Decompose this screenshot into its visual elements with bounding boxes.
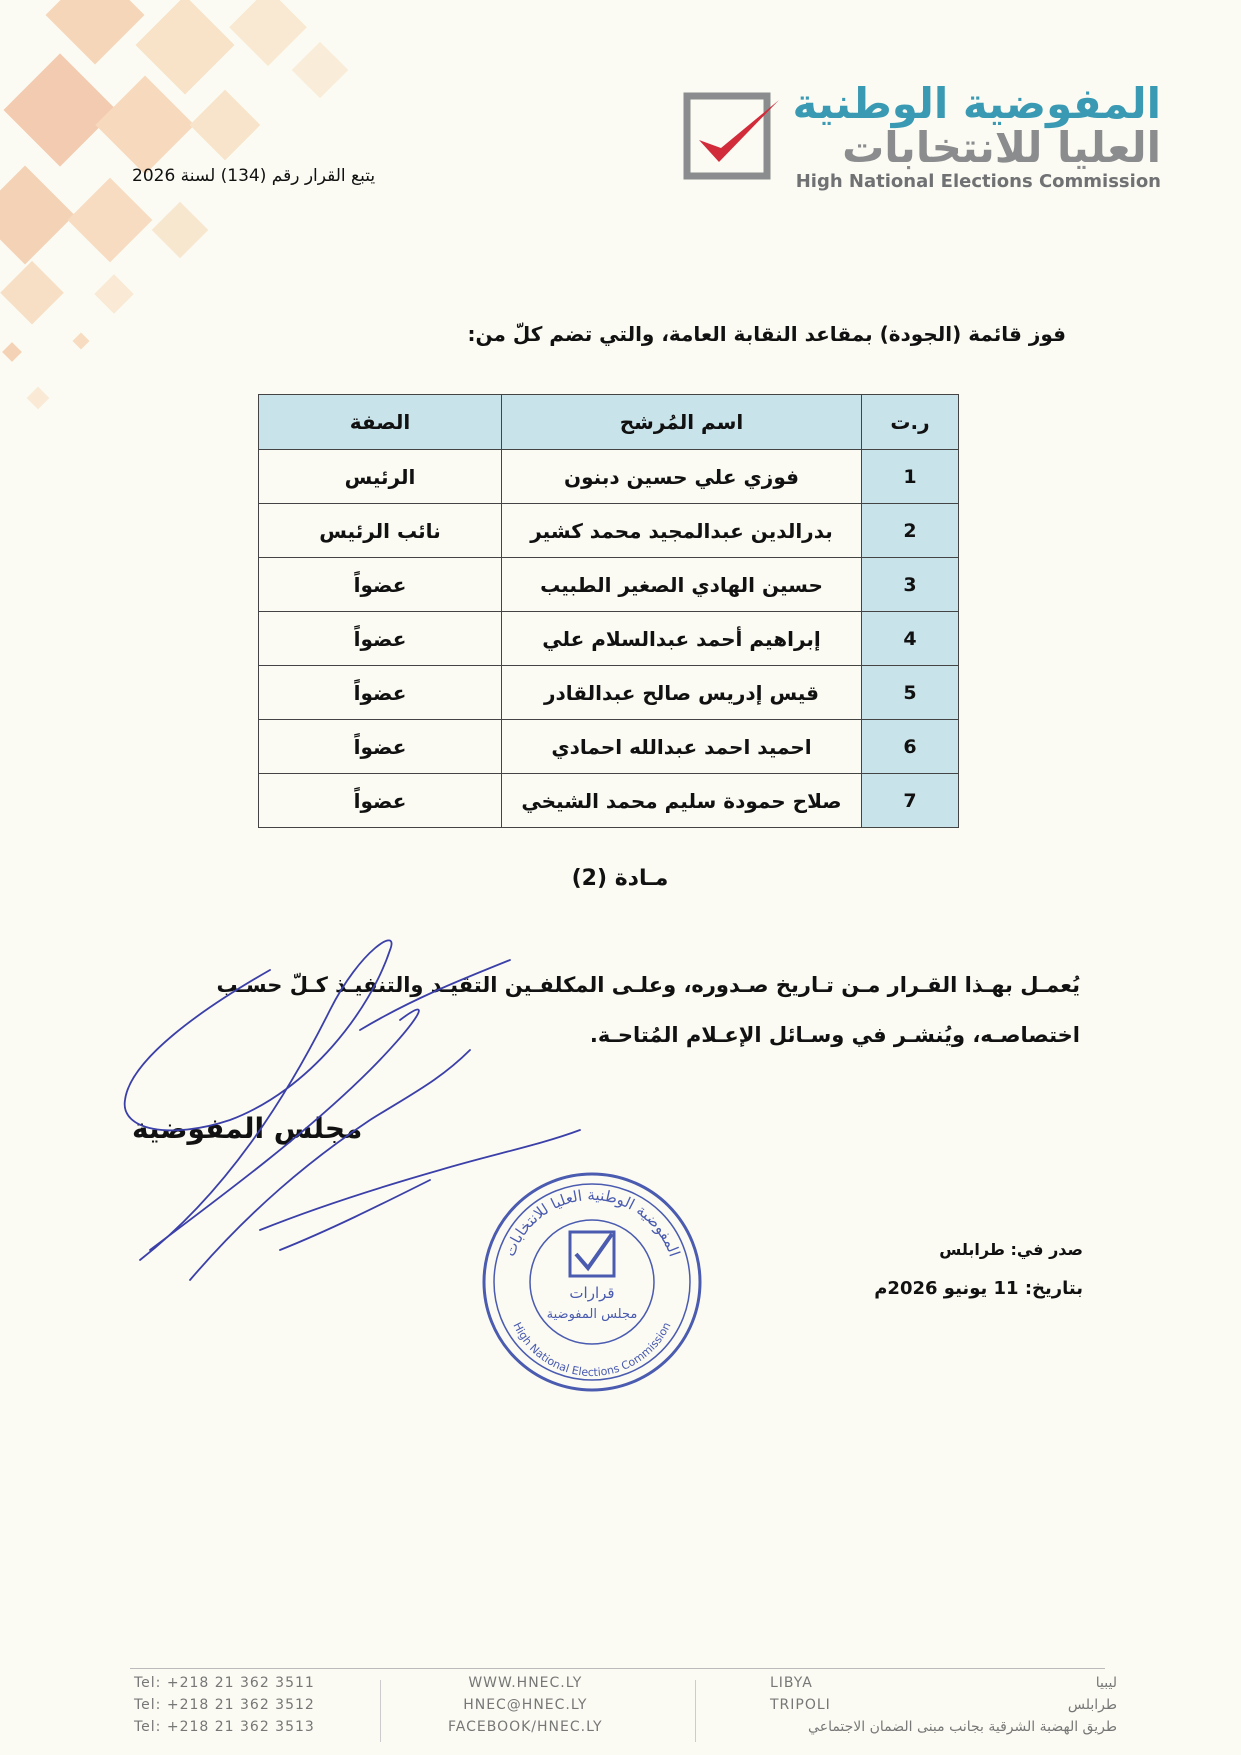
decision-reference: يتبع القرار رقم (134) لسنة 2026 xyxy=(132,166,376,186)
svg-text:High National Elections Commis xyxy=(510,1320,673,1379)
row-number: 4 xyxy=(862,612,959,666)
intro-heading: فوز قائمة (الجودة) بمقاعد النقابة العامة، والتي تضم كلّ من: xyxy=(467,322,1066,346)
row-number: 6 xyxy=(862,720,959,774)
council-signature-label: مجلس المفوضية xyxy=(132,1112,363,1145)
candidate-role: الرئيس xyxy=(259,450,502,504)
candidate-role: عضواً xyxy=(259,666,502,720)
table-row xyxy=(259,504,959,558)
header-role: الصفة xyxy=(259,395,502,450)
footer-email-link[interactable]: HNEC@HNEC.LY xyxy=(463,1697,588,1713)
seal-arabic-ring-text: المفوضية الوطنية العليا للانتخابات xyxy=(500,1185,684,1259)
candidate-role: عضواً xyxy=(259,774,502,828)
row-number: 5 xyxy=(862,666,959,720)
table-row xyxy=(259,774,959,828)
row-number: 3 xyxy=(862,558,959,612)
seal-center-line2: مجلس المفوضية xyxy=(546,1307,638,1322)
candidate-name: حسين الهادي الصغير الطبيب xyxy=(502,558,862,612)
issued-place: صدر في: طرابلس xyxy=(939,1240,1083,1259)
table-row xyxy=(259,450,959,504)
candidate-name: فوزي علي حسين دبنون xyxy=(502,450,862,504)
footer-separator xyxy=(695,1680,696,1742)
candidate-name: احميد احمد عبدالله احمادي xyxy=(502,720,862,774)
candidate-name: قيس إدريس صالح عبدالقادر xyxy=(502,666,862,720)
candidate-name: بدرالدين عبدالمجيد محمد كشير xyxy=(502,504,862,558)
candidate-role: نائب الرئيس xyxy=(259,504,502,558)
footer-phone: Tel: +218 21 362 3511 xyxy=(134,1675,315,1691)
seal-english-ring-text: High National Elections Commission xyxy=(510,1320,674,1380)
table-row xyxy=(259,666,959,720)
candidate-role: عضواً xyxy=(259,720,502,774)
footer-location-ar xyxy=(808,1672,1117,1738)
table-row xyxy=(259,558,959,612)
footer-address-ar: طريق الهضبة الشرقية بجانب مبنى الضمان الاجتماعي xyxy=(808,1719,1117,1735)
footer-country-en: LIBYA xyxy=(770,1675,813,1691)
logo-arabic-line2: العليا للانتخابات xyxy=(842,123,1161,172)
candidate-role: عضواً xyxy=(259,612,502,666)
issued-date: بتاريخ: 11 يونيو 2026م xyxy=(874,1278,1083,1299)
footer-web xyxy=(448,1672,603,1738)
table-row xyxy=(259,720,959,774)
footer-divider xyxy=(130,1668,1105,1669)
seal-center-line1: قرارات xyxy=(569,1284,615,1302)
header-candidate-name: اسم المُرشح xyxy=(502,395,862,450)
footer-city-en: TRIPOLI xyxy=(770,1697,831,1713)
footer-website-link[interactable]: WWW.HNEC.LY xyxy=(468,1675,583,1691)
article-title: مـادة (2) xyxy=(571,866,669,891)
article-paragraph: يُعمـل بهـذا القـرار مـن تـاريخ صـدوره، وعلـى المكلفـين التقيـد والتنفيـذ كـلّ حسـب اختصاصـه، ويُنشـر في وسـائل الإعـلام المُتاحـة. xyxy=(216,973,1080,1047)
checkbox-check-icon xyxy=(681,90,781,190)
footer-facebook-link[interactable]: FACEBOOK/HNEC.LY xyxy=(448,1719,603,1735)
footer-phone: Tel: +218 21 362 3512 xyxy=(134,1697,315,1713)
row-number: 1 xyxy=(862,450,959,504)
table-header-row xyxy=(259,395,959,450)
footer-city-ar: طرابلس xyxy=(1067,1697,1117,1713)
candidate-name: إبراهيم أحمد عبدالسلام علي xyxy=(502,612,862,666)
row-number: 2 xyxy=(862,504,959,558)
footer-country-ar: ليبيا xyxy=(1095,1675,1117,1691)
footer-phones xyxy=(134,1672,315,1738)
decorative-diamond-pattern xyxy=(0,0,430,420)
hnec-logo xyxy=(681,79,1161,200)
footer-phone: Tel: +218 21 362 3513 xyxy=(134,1719,315,1735)
row-number: 7 xyxy=(862,774,959,828)
candidate-role: عضواً xyxy=(259,558,502,612)
table-row xyxy=(259,612,959,666)
logo-english-name: High National Elections Commission xyxy=(795,171,1161,192)
logo-arabic-line1: المفوضية الوطنية xyxy=(792,79,1161,128)
footer-separator xyxy=(380,1680,381,1742)
header-number: ر.ت xyxy=(862,395,959,450)
candidate-name: صلاح حمودة سليم محمد الشيخي xyxy=(502,774,862,828)
official-seal xyxy=(480,1170,705,1395)
candidates-table xyxy=(258,394,959,828)
